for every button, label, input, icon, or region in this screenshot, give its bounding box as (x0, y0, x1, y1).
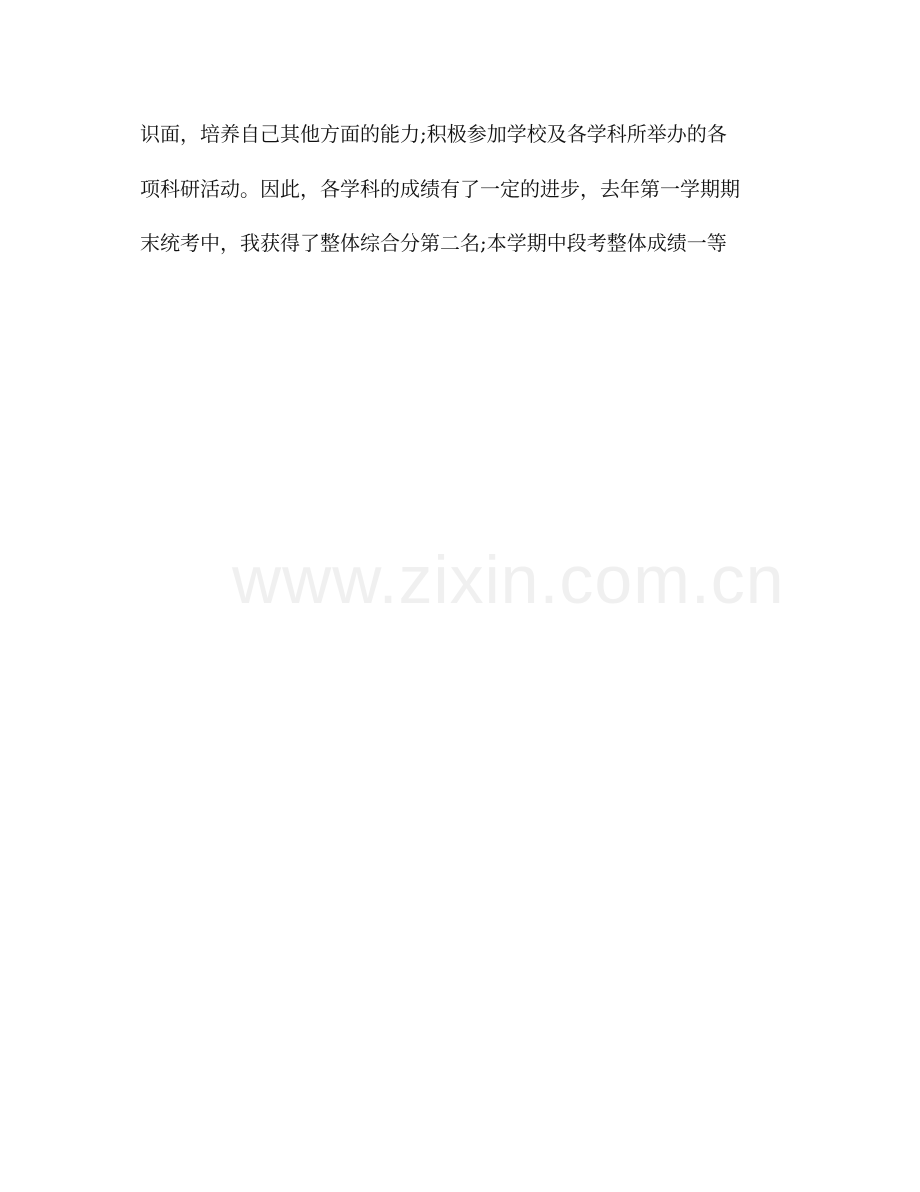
watermark: www.zixin.com.cn (232, 542, 785, 618)
paragraph-line: 识面，培养自己其他方面的能力;积极参加学校及各学科所举办的各 (140, 122, 727, 146)
paragraph-line: 末统考中，我获得了整体综合分第二名;本学期中段考整体成绩一等 (140, 231, 727, 255)
paragraph-line: 项科研活动。因此，各学科的成绩有了一定的进步，去年第一学期期 (140, 177, 740, 201)
